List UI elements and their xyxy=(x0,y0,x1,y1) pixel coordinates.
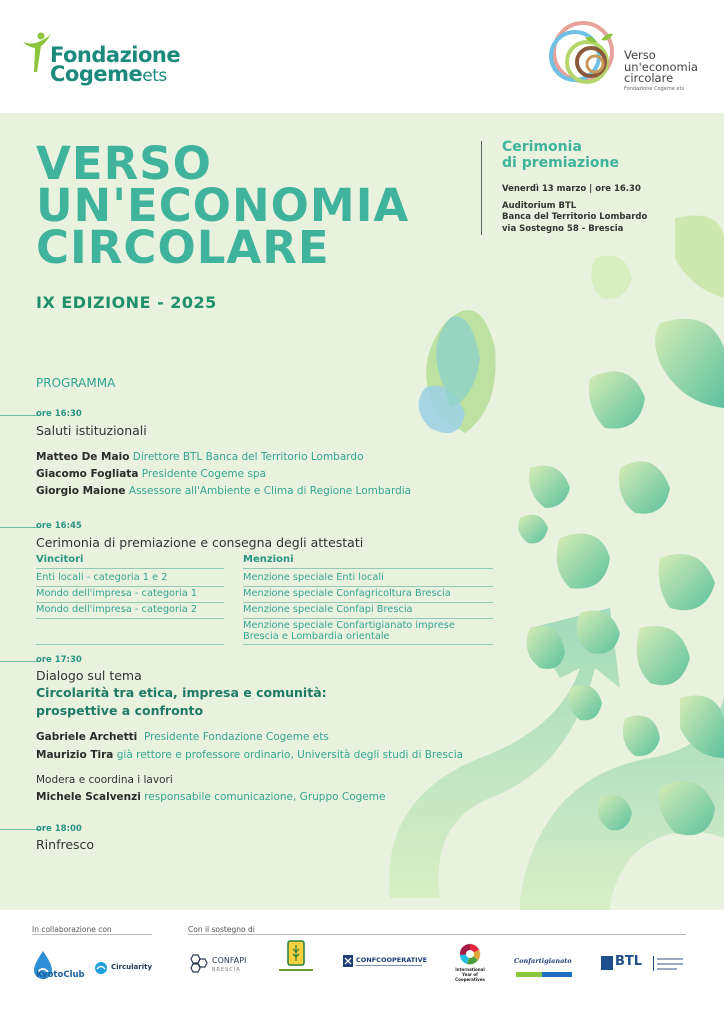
confart-blue-bar xyxy=(542,972,572,977)
speaker-role: Presidente Cogeme spa xyxy=(141,468,267,480)
moderator-name: Michele Scalvenzi xyxy=(36,791,141,803)
btl-logo xyxy=(601,954,687,974)
speaker-name: Gabriele Archetti xyxy=(36,731,138,743)
section2-time: ore 16:45 xyxy=(36,521,82,531)
leaves-illustration xyxy=(370,198,724,910)
kyotoclub-text: KyotoClub xyxy=(36,970,85,980)
section4-heading: Rinfresco xyxy=(36,837,95,852)
header xyxy=(0,0,724,113)
ceremony-address: via Sostegno 58 - Brescia xyxy=(502,223,624,234)
winners-line xyxy=(36,568,224,569)
confcoop-mark-icon xyxy=(343,955,353,967)
moderator-label: Modera e coordina i lavori xyxy=(36,774,173,786)
circularity-text: Circularity xyxy=(111,963,153,971)
mentions-line xyxy=(243,644,493,645)
speaker-name: Maurizio Tira xyxy=(36,749,114,761)
wheat-emblem-icon xyxy=(287,940,305,966)
collab-line xyxy=(32,934,152,935)
speaker-name: Giacomo Fogliata xyxy=(36,468,139,480)
section3-heading: Dialogo sul tema xyxy=(36,668,142,683)
section3-time: ore 17:30 xyxy=(36,655,82,665)
title-line3: CIRCOLARE xyxy=(36,221,330,274)
fondazione-cogeme-logo xyxy=(22,32,181,86)
section2-divider xyxy=(0,527,40,528)
winner-item: Enti locali - categoria 1 e 2 xyxy=(36,572,168,583)
confcooperative-text: CONFCOOPERATIVE xyxy=(356,956,428,964)
program-label: PROGRAMMA xyxy=(36,376,116,390)
btl-subline xyxy=(657,958,683,960)
footer xyxy=(0,910,724,1024)
logo-line1: Fondazione xyxy=(50,43,181,67)
confartigianato-text: Confartigianato xyxy=(514,957,572,965)
mention-item: Menzione speciale Confapi Brescia xyxy=(243,604,413,615)
speaker-role: Direttore BTL Banca del Territorio Lombardo xyxy=(132,451,364,463)
mention-item: Brescia e Lombardia orientale xyxy=(243,631,390,642)
section3-topic-line2: prospettive a confronto xyxy=(36,703,204,718)
mentions-line xyxy=(243,618,493,619)
speaker-name: Matteo De Maio xyxy=(36,451,130,463)
ceremony-place2: Banca del Territorio Lombardo xyxy=(502,212,648,222)
winners-title: Vincitori xyxy=(36,554,84,565)
title-line1: VERSO xyxy=(36,137,212,190)
winner-item: Mondo dell'impresa - categoria 2 xyxy=(36,604,198,615)
logo-right-line3: circolare xyxy=(624,71,674,85)
winner-item: Mondo dell'impresa - categoria 1 xyxy=(36,588,198,599)
btl-divider xyxy=(653,956,654,971)
ceremony-title-line2: di premiazione xyxy=(502,155,619,171)
event-title xyxy=(36,137,410,274)
circles-emblem-icon xyxy=(545,18,617,90)
speaker-row xyxy=(36,731,329,743)
verso-economia-circolare-logo xyxy=(545,18,715,98)
section3-divider xyxy=(0,661,40,662)
section2-heading: Cerimonia di premiazione e consegna degli attestati xyxy=(36,535,364,550)
support-line xyxy=(188,934,686,935)
btl-text: BTL xyxy=(615,954,643,969)
circularity-circle-icon xyxy=(94,961,108,975)
winners-line xyxy=(36,618,224,619)
winners-line xyxy=(36,586,224,587)
confartigianato-logo xyxy=(514,948,576,982)
mentions-title: Menzioni xyxy=(243,554,294,565)
logo-suffix: ets xyxy=(142,66,167,86)
btl-subline xyxy=(657,963,683,965)
mention-item: Menzione speciale Confagricoltura Brescia xyxy=(243,588,451,599)
section1-time: ore 16:30 xyxy=(36,409,82,419)
main-area xyxy=(0,113,724,910)
winners-line xyxy=(36,644,224,645)
section1-divider xyxy=(0,415,40,416)
mentions-line xyxy=(243,586,493,587)
speaker-row xyxy=(36,468,266,480)
iyc-logo xyxy=(452,943,488,987)
speaker-row xyxy=(36,485,411,497)
mention-item: Menzione speciale Enti locali xyxy=(243,572,384,583)
confart-green-bar xyxy=(516,972,542,977)
logo-line2: Cogeme xyxy=(50,62,143,86)
logo-right-sub: Fondazione Cogeme ets xyxy=(624,85,685,92)
kyotoclub-logo xyxy=(32,950,90,984)
support-label: Con il sostegno di xyxy=(188,925,255,934)
logo-right-line2: un'economia xyxy=(624,59,698,74)
speaker-name: Giorgio Maione xyxy=(36,485,126,497)
ceremony-date: Venerdì 13 marzo | ore 16.30 xyxy=(502,184,641,194)
hexagons-icon xyxy=(188,954,210,974)
section4-divider xyxy=(0,829,40,830)
collab-label: In collaborazione con xyxy=(32,925,112,934)
speaker-role: Assessore all'Ambiente e Clima di Regione Lombardia xyxy=(128,485,412,497)
moderator-role: responsabile comunicazione, Gruppo Cogeme xyxy=(144,791,386,803)
ceremony-info xyxy=(502,139,647,235)
section4-time: ore 18:00 xyxy=(36,824,82,834)
person-figure-icon xyxy=(22,32,52,74)
ceremony-divider xyxy=(481,141,482,235)
speaker-row xyxy=(36,451,364,463)
speaker-role: già rettore e professore ordinario, Università degli studi di Brescia xyxy=(116,749,464,761)
confapi-text: CONFAPI xyxy=(212,956,247,965)
section1-heading: Saluti istituzionali xyxy=(36,423,147,438)
colorful-wheel-icon xyxy=(459,943,481,965)
confagricoltura-logo xyxy=(279,940,313,986)
edition-label: IX EDIZIONE - 2025 xyxy=(36,293,217,312)
speaker-row xyxy=(36,749,463,761)
title-line2: UN'ECONOMIA xyxy=(36,179,410,232)
btl-subline xyxy=(657,968,677,970)
speaker-role: Presidente Fondazione Cogeme ets xyxy=(143,731,329,743)
moderator-row xyxy=(36,791,385,803)
confapi-logo xyxy=(188,952,252,980)
confapi-sub: BRESCIA xyxy=(212,967,241,973)
ceremony-place1: Auditorium BTL xyxy=(502,200,577,211)
confcoop-underline xyxy=(356,965,422,966)
confagricoltura-bar xyxy=(279,969,313,971)
mentions-line xyxy=(243,568,493,569)
btl-square-icon xyxy=(601,956,613,970)
mentions-line xyxy=(243,602,493,603)
confcooperative-logo xyxy=(343,952,428,972)
circularity-logo xyxy=(94,960,158,980)
winners-line xyxy=(36,602,224,603)
mention-item: Menzione speciale Confartigianato imprese xyxy=(243,620,455,631)
section3-topic-line1: Circolarità tra etica, impresa e comunità: xyxy=(36,685,327,700)
logo-right-line1: Verso xyxy=(624,48,656,62)
iyc-text: International Year of Cooperatives xyxy=(455,967,485,982)
ceremony-title-line1: Cerimonia xyxy=(502,139,582,155)
